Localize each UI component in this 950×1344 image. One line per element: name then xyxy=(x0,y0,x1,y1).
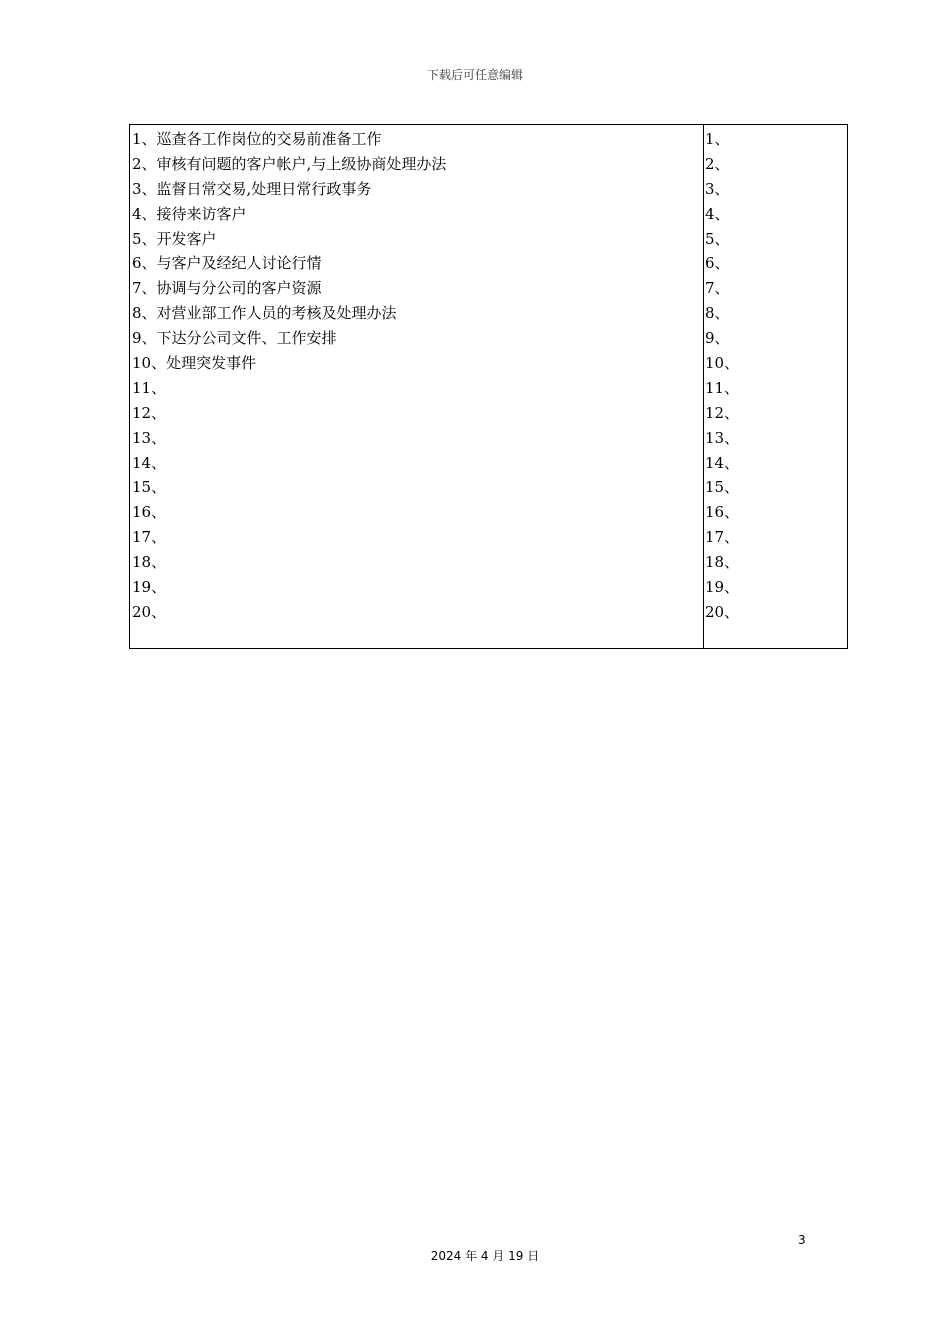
index-item: 20、 xyxy=(705,602,740,621)
duty-item: 3、监督日常交易,处理日常行政事务 xyxy=(132,179,372,198)
index-item: 10、 xyxy=(705,354,740,373)
index-item: 9、 xyxy=(705,329,730,348)
index-item: 16、 xyxy=(705,503,740,522)
index-item: 15、 xyxy=(705,478,740,497)
duty-item: 6、与客户及经纪人讨论行情 xyxy=(132,254,322,273)
duty-item: 11、 xyxy=(132,378,167,397)
duty-item: 4、接待来访客户 xyxy=(132,204,247,223)
index-item: 19、 xyxy=(705,578,740,597)
duty-item: 2、审核有问题的客户帐户,与上级协商处理办法 xyxy=(132,154,447,173)
index-item: 1、 xyxy=(705,130,730,148)
index-item: 11、 xyxy=(705,378,740,397)
duty-item: 10、处理突发事件 xyxy=(132,354,257,373)
duty-item: 17、 xyxy=(132,528,167,547)
duty-item: 16、 xyxy=(132,503,167,522)
duty-item: 5、开发客户 xyxy=(132,229,217,248)
index-item: 17、 xyxy=(705,528,740,547)
index-item: 3、 xyxy=(705,179,730,198)
duty-item: 15、 xyxy=(132,478,167,497)
duty-item: 13、 xyxy=(132,428,167,447)
duty-item: 18、 xyxy=(132,553,167,572)
page-number: 3 xyxy=(798,1233,806,1247)
duty-item: 14、 xyxy=(132,453,167,472)
duty-item: 8、对营业部工作人员的考核及处理办法 xyxy=(132,304,397,323)
duty-item: 12、 xyxy=(132,403,167,422)
index-item: 12、 xyxy=(705,403,740,422)
index-item: 8、 xyxy=(705,304,730,323)
index-item: 2、 xyxy=(705,154,730,173)
duty-item: 7、协调与分公司的客户资源 xyxy=(132,279,322,298)
index-item: 18、 xyxy=(705,553,740,572)
duty-list-column xyxy=(130,125,704,648)
duty-item: 1、巡查各工作岗位的交易前准备工作 xyxy=(132,130,382,148)
footer-date: 2024 年 4 月 19 日 xyxy=(430,1249,540,1263)
header-note: 下载后可任意编辑 xyxy=(426,68,523,82)
index-item: 5、 xyxy=(705,229,730,248)
duty-item: 20、 xyxy=(132,602,167,621)
duty-item: 19、 xyxy=(132,578,167,597)
index-item: 4、 xyxy=(705,204,730,223)
index-item: 14、 xyxy=(705,453,740,472)
index-item: 6、 xyxy=(705,254,730,273)
index-item: 7、 xyxy=(705,279,730,298)
index-column xyxy=(704,125,847,648)
index-item: 13、 xyxy=(705,428,740,447)
duty-table xyxy=(129,124,848,649)
duty-item: 9、下达分公司文件、工作安排 xyxy=(132,329,337,348)
